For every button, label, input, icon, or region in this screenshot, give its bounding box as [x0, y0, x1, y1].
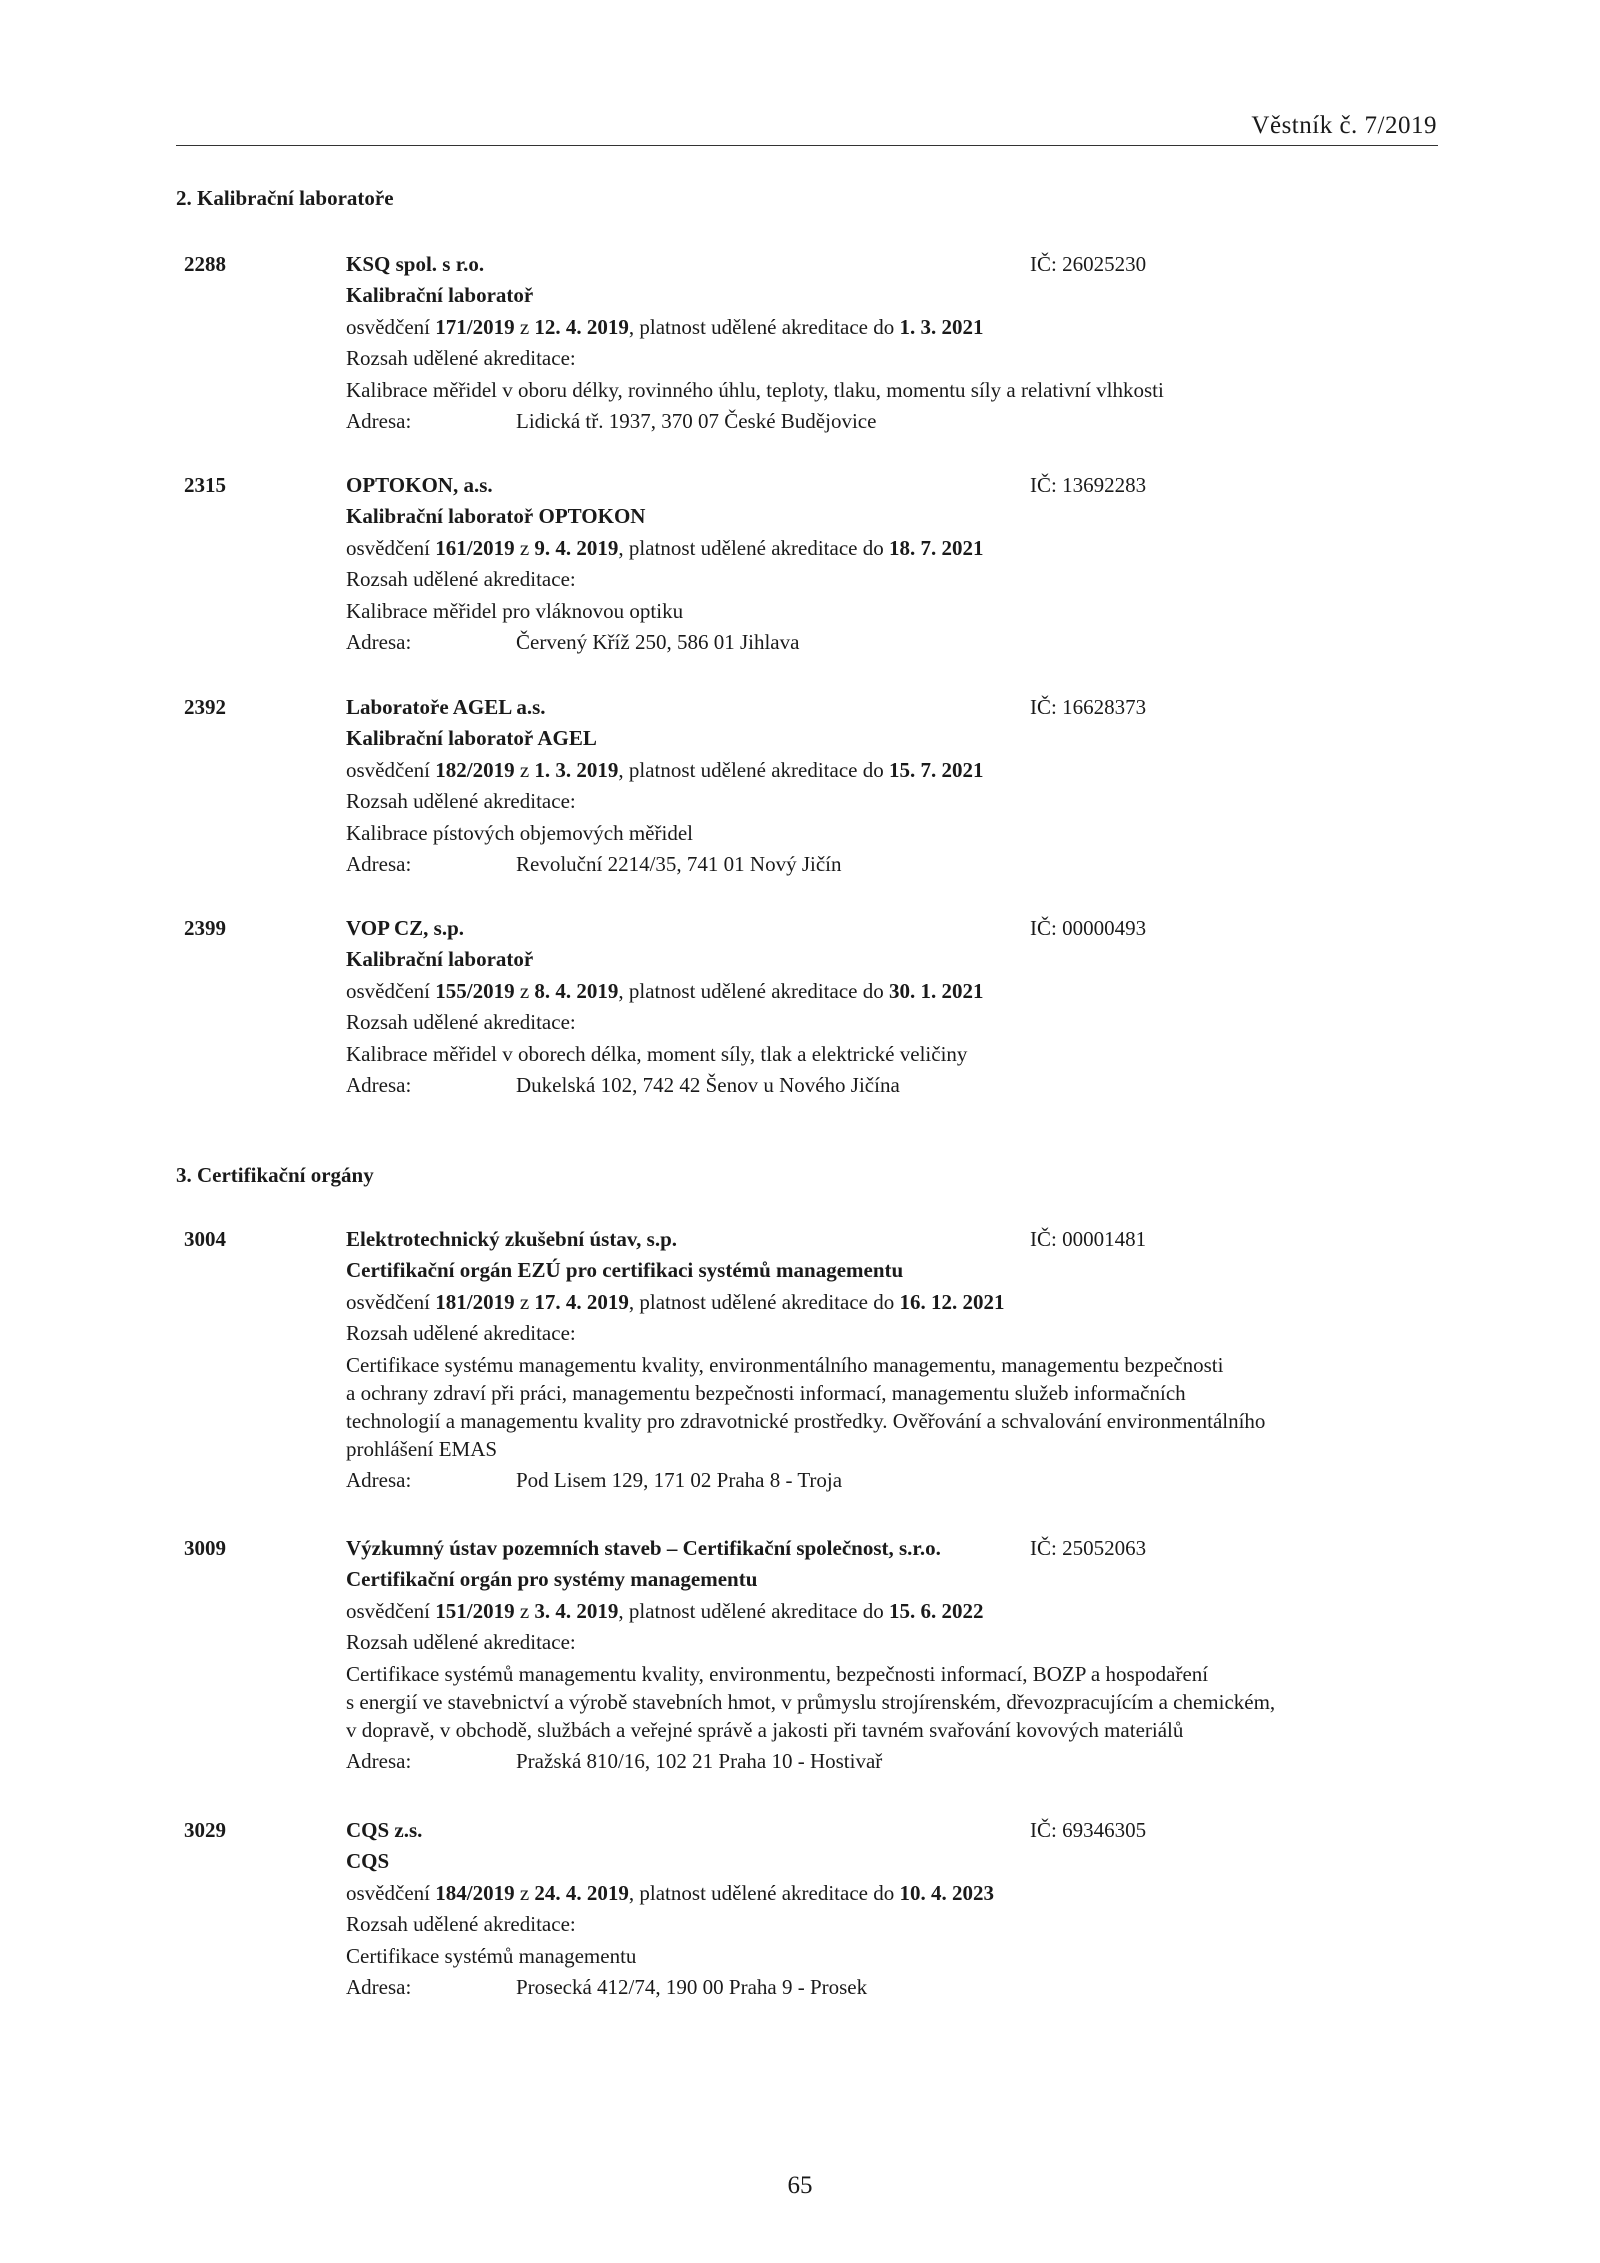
lab-name: Kalibrační laboratoř: [346, 283, 534, 307]
ico-number: IČ: 16628373: [1030, 695, 1147, 719]
scope-label: Rozsah udělené akreditace:: [346, 1321, 576, 1345]
page-number: 65: [787, 2172, 813, 2199]
address-label: Adresa:: [346, 409, 412, 433]
scope-text: Kalibrace měřidel v oboru délky, rovinného úhlu, teploty, tlaku, momentu síly a relativní vlhkosti: [346, 378, 1164, 402]
address-line: [346, 406, 876, 437]
certificate-date: 17. 4. 2019: [534, 1290, 629, 1314]
scope-text: Kalibrace pístových objemových měřidel: [346, 821, 693, 845]
address-label: Adresa:: [346, 1975, 412, 1999]
scope-label: Rozsah udělené akreditace:: [346, 567, 576, 591]
certificate-date: 24. 4. 2019: [534, 1881, 629, 1905]
scope-text: s energií ve stavebnictví a výrobě stavebních hmot, v průmyslu strojírenském, dřevozpracujícím a chemickém,: [346, 1690, 1276, 1714]
ico-number: IČ: 00000493: [1030, 916, 1147, 940]
company-name: Elektrotechnický zkušební ústav, s.p.: [346, 1227, 678, 1251]
address-value: Lidická tř. 1937, 370 07 České Budějovice: [516, 409, 877, 433]
scope-text: Certifikace systémů managementu kvality, environmentu, bezpečnosti informací, BOZP a hospodaření: [346, 1662, 1209, 1686]
lab-name: Kalibrační laboratoř: [346, 947, 534, 971]
scope-label: Rozsah udělené akreditace:: [346, 1630, 576, 1654]
address-value: Červený Kříž 250, 586 01 Jihlava: [516, 630, 800, 654]
scope-text: Certifikace systémů managementu: [346, 1944, 637, 1968]
lab-name: CQS: [346, 1849, 390, 1873]
section-title: 2. Kalibrační laboratoře: [176, 186, 394, 210]
address-label: Adresa:: [346, 630, 412, 654]
address-label: Adresa:: [346, 852, 412, 876]
scope-label: Rozsah udělené akreditace:: [346, 789, 576, 813]
ico-number: IČ: 26025230: [1030, 252, 1147, 276]
entry-number: 2315: [184, 473, 226, 497]
address-value: Pod Lisem 129, 171 02 Praha 8 - Troja: [516, 1468, 843, 1492]
address-line: [346, 1746, 882, 1777]
address-value: Prosecká 412/74, 190 00 Praha 9 - Prosek: [516, 1975, 868, 1999]
scope-text: prohlášení EMAS: [346, 1437, 498, 1461]
entry-number: 3004: [184, 1227, 226, 1251]
certificate-number: 171/2019: [435, 315, 515, 339]
certificate-number: 161/2019: [435, 536, 515, 560]
address-value: Dukelská 102, 742 42 Šenov u Nového Jičína: [516, 1073, 900, 1097]
certificate-line: osvědčení 151/2019 z 3. 4. 2019, platnost udělené akreditace do 15. 6. 2022: [346, 1599, 984, 1623]
scope-text: a ochrany zdraví při práci, managementu bezpečnosti informací, managementu služeb informačních: [346, 1381, 1186, 1405]
scope-label: Rozsah udělené akreditace:: [346, 1010, 576, 1034]
certificate-number: 182/2019: [435, 758, 515, 782]
certificate-line: osvědčení 171/2019 z 12. 4. 2019, platnost udělené akreditace do 1. 3. 2021: [346, 315, 984, 339]
scope-text: v dopravě, v obchodě, službách a veřejné správě a jakosti při tavném svařování kovových materiálů: [346, 1718, 1184, 1742]
address-label: Adresa:: [346, 1749, 412, 1773]
section-title: 3. Certifikační orgány: [176, 1163, 374, 1187]
certificate-number: 181/2019: [435, 1290, 515, 1314]
address-value: Pražská 810/16, 102 21 Praha 10 - Hostivař: [516, 1749, 883, 1773]
entry-number: 2399: [184, 916, 226, 940]
scope-label: Rozsah udělené akreditace:: [346, 1912, 576, 1936]
valid-to-date: 1. 3. 2021: [899, 315, 984, 339]
certificate-number: 184/2019: [435, 1881, 515, 1905]
header-rule: [176, 145, 1438, 146]
valid-to-date: 15. 6. 2022: [888, 1599, 984, 1623]
entry-number: 3009: [184, 1536, 226, 1560]
address-line: [346, 1972, 867, 2003]
address-line: [346, 627, 799, 658]
scope-text: Kalibrace měřidel v oborech délka, moment síly, tlak a elektrické veličiny: [346, 1042, 968, 1066]
valid-to-date: 18. 7. 2021: [888, 536, 984, 560]
certificate-number: 151/2019: [435, 1599, 515, 1623]
ico-number: IČ: 13692283: [1030, 473, 1147, 497]
scope-text: Certifikace systému managementu kvality, environmentálního managementu, managementu bezpečnosti: [346, 1353, 1224, 1377]
address-line: [346, 1070, 900, 1101]
company-name: Laboratoře AGEL a.s.: [346, 695, 546, 719]
company-name: KSQ spol. s r.o.: [346, 252, 485, 276]
company-name: CQS z.s.: [346, 1818, 423, 1842]
certificate-line: osvědčení 155/2019 z 8. 4. 2019, platnost udělené akreditace do 30. 1. 2021: [346, 979, 984, 1003]
lab-name: Kalibrační laboratoř AGEL: [346, 726, 597, 750]
valid-to-date: 15. 7. 2021: [888, 758, 984, 782]
address-label: Adresa:: [346, 1073, 412, 1097]
company-name: OPTOKON, a.s.: [346, 473, 493, 497]
company-name: VOP CZ, s.p.: [346, 916, 465, 940]
certificate-line: osvědčení 181/2019 z 17. 4. 2019, platnost udělené akreditace do 16. 12. 2021: [346, 1290, 1005, 1314]
address-line: [346, 1465, 842, 1496]
certificate-line: osvědčení 182/2019 z 1. 3. 2019, platnost udělené akreditace do 15. 7. 2021: [346, 758, 984, 782]
address-value: Revoluční 2214/35, 741 01 Nový Jičín: [516, 852, 842, 876]
entry-number: 2288: [184, 252, 226, 276]
scope-text: technologií a managementu kvality pro zdravotnické prostředky. Ověřování a schvalování environmentálního: [346, 1409, 1266, 1433]
valid-to-date: 30. 1. 2021: [888, 979, 984, 1003]
lab-name: Kalibrační laboratoř OPTOKON: [346, 504, 646, 528]
lab-name: Certifikační orgán EZÚ pro certifikaci systémů managementu: [346, 1258, 904, 1282]
certificate-date: 1. 3. 2019: [534, 758, 619, 782]
certificate-date: 3. 4. 2019: [534, 1599, 619, 1623]
certificate-date: 8. 4. 2019: [534, 979, 619, 1003]
entry-number: 3029: [184, 1818, 226, 1842]
certificate-number: 155/2019: [435, 979, 515, 1003]
certificate-line: osvědčení 184/2019 z 24. 4. 2019, platnost udělené akreditace do 10. 4. 2023: [346, 1881, 994, 1905]
ico-number: IČ: 69346305: [1030, 1818, 1147, 1842]
address-line: [346, 849, 841, 880]
company-name: Výzkumný ústav pozemních staveb – Certifikační společnost, s.r.o.: [346, 1536, 941, 1560]
certificate-line: osvědčení 161/2019 z 9. 4. 2019, platnost udělené akreditace do 18. 7. 2021: [346, 536, 984, 560]
scope-text: Kalibrace měřidel pro vláknovou optiku: [346, 599, 684, 623]
valid-to-date: 16. 12. 2021: [899, 1290, 1005, 1314]
address-label: Adresa:: [346, 1468, 412, 1492]
valid-to-date: 10. 4. 2023: [899, 1881, 994, 1905]
ico-number: IČ: 00001481: [1030, 1227, 1147, 1251]
certificate-date: 9. 4. 2019: [534, 536, 619, 560]
ico-number: IČ: 25052063: [1030, 1536, 1147, 1560]
page-header-title: Věstník č. 7/2019: [1251, 112, 1437, 139]
scope-label: Rozsah udělené akreditace:: [346, 346, 576, 370]
certificate-date: 12. 4. 2019: [534, 315, 629, 339]
lab-name: Certifikační orgán pro systémy managementu: [346, 1567, 758, 1591]
entry-number: 2392: [184, 695, 226, 719]
